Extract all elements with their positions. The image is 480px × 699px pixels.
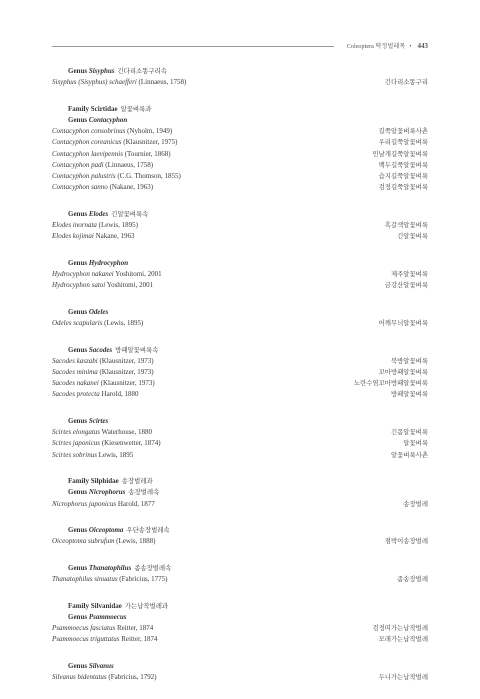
species-row [52,356,428,367]
korean-common-name: 송장벌레 [403,500,428,508]
korean-common-name: 두니가는납작벌레 [378,674,428,682]
korean-common-name: 북방알꽃벼룩 [390,357,428,365]
author-citation: (Klausnitzer, 1973) [99,368,154,377]
species-entry [52,171,181,182]
taxon-section [52,661,428,683]
author-citation: (Kiesenwetter, 1874) [101,439,161,448]
korean-common-name: 긴알꽃벼룩 [397,233,428,241]
page-number: 443 [417,42,428,50]
author-citation: Nakane, 1963 [95,232,135,241]
author-citation: Harold, 1880 [101,390,139,399]
species-row [52,623,428,634]
author-citation: (Nakane, 1963) [109,183,154,192]
species-row [52,231,428,242]
taxon-name: Odeles [88,307,109,316]
species-entry [52,77,186,88]
taxon-name: Psammoecus [88,613,127,622]
rank-label: Family [68,601,89,610]
species-entry [52,269,162,280]
running-header [52,40,428,52]
scientific-name: Scirtes elongatus [52,428,101,437]
scientific-name: Elodes kojimai [52,232,94,241]
rank-label: Family [68,104,89,113]
korean-common-name: 모래가는납작벌레 [378,636,428,644]
taxon-section [52,563,428,585]
species-row [52,182,428,193]
taxon-name: Sacodes [88,345,113,354]
author-citation: Harold, 1877 [117,499,155,508]
taxon-name: Elodes [88,209,109,218]
species-row [52,427,428,438]
species-row [52,367,428,378]
author-citation: (Linnaeus, 1758) [105,160,154,169]
author-citation: (Klausnitzer, 1973) [99,356,154,365]
author-citation: (Fabricius, 1792) [108,673,157,682]
species-row [52,672,428,683]
scientific-name: Silvanus bidentatus [52,673,107,682]
species-entry [52,220,138,231]
scientific-name: Scirtes japonicus [52,439,101,448]
species-entry [52,160,153,171]
scientific-name: Contacyphon consobrinus [52,127,126,136]
taxon-section [52,416,428,461]
taxon-name: Scirtidae [90,104,118,113]
korean-name: 좀송장벌레속 [134,565,172,573]
scientific-name: Contacyphon padi [52,160,104,169]
genus-heading [52,345,428,356]
author-citation: (Klausnitzer, 1975) [123,138,178,147]
author-citation: (Fabricius, 1775) [119,575,168,584]
species-row [52,137,428,148]
species-entry [52,378,155,389]
species-row [52,438,428,449]
species-checklist [52,66,428,699]
taxon-name: Silphidae [90,477,119,486]
species-row [52,171,428,182]
korean-common-name: 백두길쭉알꽃벼룩 [378,161,428,169]
rank-label: Genus [68,209,88,218]
species-row [52,389,428,400]
scientific-name: Psammoecus triguttatus [52,635,120,644]
korean-name: 긴다리소똥구리속 [117,68,167,75]
scientific-name: Sacodes kaszabi [52,356,98,365]
korean-common-name: 긴다리소똥구리 [384,79,428,87]
species-entry [52,672,157,683]
genus-heading [52,487,428,498]
korean-common-name: 긴몸알꽃벼룩 [390,429,428,437]
species-row [52,378,428,389]
species-row [52,220,428,231]
author-citation: (Klausnitzer, 1973) [100,379,155,388]
species-row [52,318,428,329]
species-row [52,499,428,510]
species-row [52,160,428,171]
rank-label: Genus [68,662,88,671]
scientific-name: Sacodes nakanei [52,379,99,388]
header-separator: • [409,43,412,50]
rank-label: Genus [68,417,88,426]
genus-heading [52,563,428,574]
scientific-name: Contacyphon laevipennis [52,149,123,158]
author-citation: Lewis, 1895 [98,450,134,459]
scientific-name: Sacodes minima [52,368,98,377]
rank-label: Genus [68,116,88,124]
scientific-name: Elodes inornata [52,221,97,230]
taxon-name: Contacyphon [88,116,128,124]
species-entry [52,536,155,547]
species-entry [52,182,153,193]
korean-common-name: 금강산알꽃벼룩 [384,282,428,290]
header-text [347,40,428,53]
korean-common-name: 흑갈색알꽃벼룩 [384,222,428,230]
taxon-name: Silvanidae [90,601,122,610]
taxon-section [52,525,428,547]
author-citation: (Nyholm, 1949) [127,127,173,136]
taxon-section [52,476,428,510]
species-entry [52,438,161,449]
taxon-name: Scirtes [88,417,109,426]
family-heading [52,476,428,487]
author-citation: Waterhouse, 1880 [101,428,153,437]
taxon-section [52,601,428,646]
rank-label: Genus [68,564,88,573]
genus-heading [52,525,428,536]
author-citation: Yoshitomi, 2001 [115,270,162,279]
scientific-name: Hydrocyphon satoi [52,281,106,290]
family-heading [52,601,428,612]
species-entry [52,574,168,585]
korean-name: 긴알꽃벼룩속 [111,210,149,218]
scientific-name: Thanatophilus sinuatus [52,575,118,584]
scientific-name: Psammoecus fasciatus [52,624,116,633]
korean-common-name: 길쭉알꽃벼룩사촌 [378,128,428,136]
species-entry [52,356,154,367]
taxon-section [52,66,428,88]
author-citation: (Tournier, 1868) [124,149,171,158]
scientific-name: Nicrophorus japonicus [52,499,117,508]
taxon-section [52,258,428,292]
korean-common-name: 점박이송장벌레 [384,538,428,546]
species-row [52,149,428,160]
species-row [52,536,428,547]
author-citation: (Lewis, 1888) [116,537,156,546]
korean-name: 가는납작벌레과 [124,602,169,610]
taxon-name: Silvanus [88,662,114,671]
taxon-name: Hydrocyphon [88,258,129,267]
author-citation: (Linnaeus, 1758) [138,78,187,87]
scientific-name: Hydrocyphon nakanei [52,270,114,279]
rank-label: Genus [68,488,88,497]
rank-label: Genus [68,67,88,75]
korean-common-name: 알꽃벼룩 [403,440,428,448]
species-entry [52,231,134,242]
scientific-name: Sisyphus (Sisyphus) schaefferi [52,78,137,87]
korean-common-name: 꼬마방패알꽃벼룩 [378,369,428,377]
species-row [52,280,428,291]
author-citation: Reitter, 1874 [121,635,158,644]
species-row [52,269,428,280]
species-row [52,574,428,585]
genus-heading [52,612,428,623]
species-row [52,634,428,645]
taxon-name: Thanatophilus [88,564,132,573]
taxon-name: Nicrophorus [88,488,126,497]
family-heading [52,104,428,115]
species-entry [52,634,158,645]
scientific-name: Oiceoptoma subrufum [52,537,115,546]
genus-heading [52,66,428,77]
genus-heading [52,416,428,427]
scientific-name: Contacyphon sanno [52,183,108,192]
korean-name: 우단송장벌레속 [126,527,170,535]
species-entry [52,318,143,329]
rank-label: Genus [68,345,88,354]
species-entry [52,126,172,137]
header-rule [52,46,334,47]
korean-name: 송장벌레과 [121,478,153,486]
author-citation: (C.G. Thomson, 1855) [117,172,181,181]
genus-heading [52,209,428,220]
running-title: Coleoptera 딱정벌레목 [346,43,406,50]
korean-common-name: 제주알꽃벼룩 [390,271,428,279]
taxon-section [52,345,428,401]
rank-label: Genus [68,258,88,267]
author-citation: (Lewis, 1895) [104,319,144,328]
rank-label: Genus [68,307,88,316]
species-entry [52,280,153,291]
korean-common-name: 검정띠가는납작벌레 [372,625,428,633]
taxon-name: Sisyphus [88,67,115,75]
taxon-section [52,104,428,194]
scientific-name: Sacodes protecta [52,390,100,399]
species-entry [52,427,152,438]
korean-name: 알꽃벼룩과 [120,105,152,113]
species-row [52,450,428,461]
scientific-name: Odeles scapularis [52,319,103,328]
korean-common-name: 우리길쭉알꽃벼룩 [378,139,428,147]
scientific-name: Contacyphon coreanicus [52,138,122,147]
author-citation: (Lewis, 1895) [98,221,138,230]
species-entry [52,137,177,148]
korean-common-name: 좀송장벌레 [397,576,428,584]
taxon-section [52,209,428,243]
korean-common-name: 어깨무늬알꽃벼룩 [378,320,428,328]
scientific-name: Scirtes sobrinus [52,450,97,459]
species-entry [52,450,133,461]
taxon-name: Oiceoptoma [88,526,124,535]
genus-heading [52,307,428,318]
korean-common-name: 방패알꽃벼룩 [390,391,428,399]
taxon-section [52,307,428,329]
species-entry [52,499,155,510]
rank-label: Family [68,477,89,486]
korean-common-name: 검정길쭉알꽃벼룩 [378,184,428,192]
species-row [52,126,428,137]
author-citation: Reitter, 1874 [116,624,154,633]
scientific-name: Contacyphon palustris [52,172,116,181]
korean-common-name: 노란수염꼬마방패알꽃벼룩 [353,380,428,388]
genus-heading [52,661,428,672]
korean-name: 방패알꽃벼룩속 [115,346,159,354]
korean-name: 송장벌레속 [128,489,160,497]
korean-common-name: 알꽃벼룩사촌 [390,451,428,459]
genus-heading [52,115,428,126]
species-entry [52,623,153,634]
species-entry [52,149,171,160]
korean-common-name: 민날개길쭉알꽃벼룩 [372,150,428,158]
genus-heading [52,258,428,269]
rank-label: Genus [68,613,88,622]
rank-label: Genus [68,526,88,535]
species-entry [52,367,154,378]
species-entry [52,389,138,400]
species-row [52,77,428,88]
author-citation: Yoshitomi, 2001 [106,281,154,290]
korean-common-name: 습지길쭉알꽃벼룩 [378,173,428,181]
